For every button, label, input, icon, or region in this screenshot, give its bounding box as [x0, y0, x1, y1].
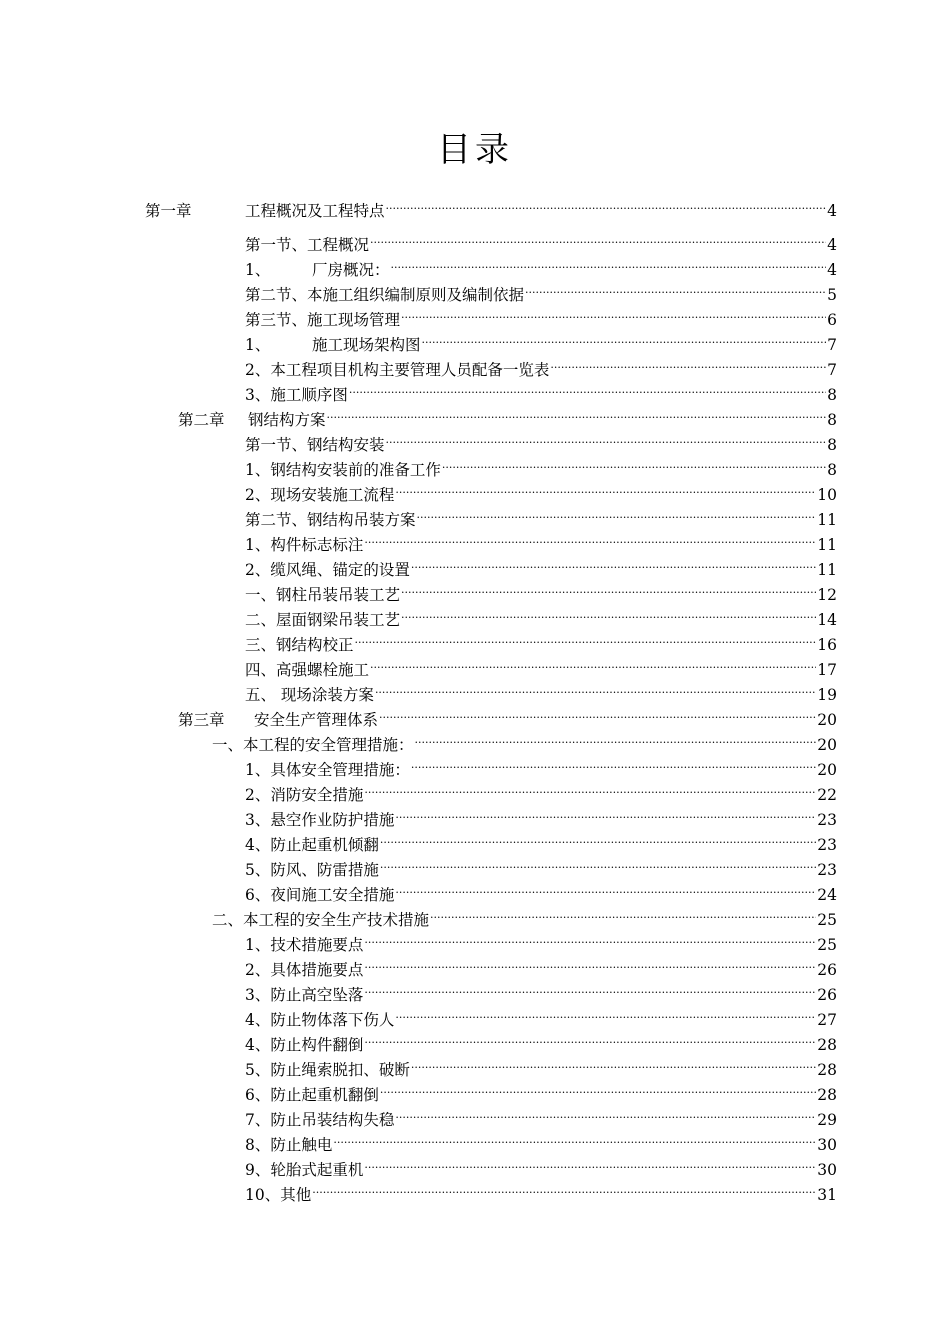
entry-text: 第二节、钢结构吊装方案	[245, 511, 416, 529]
entry-text: 9、轮胎式起重机	[245, 1161, 364, 1179]
dot-leader	[430, 901, 816, 925]
toc-entry[interactable]	[245, 951, 837, 979]
toc-entry[interactable]	[245, 1001, 837, 1029]
toc-entry[interactable]	[245, 776, 837, 804]
chapter-number: 第三章	[178, 711, 225, 729]
page-number: 23	[817, 861, 837, 879]
toc-entry[interactable]	[245, 1126, 837, 1154]
dot-leader	[355, 626, 817, 650]
page-number: 14	[817, 611, 837, 629]
toc-entry-chapter[interactable]	[145, 192, 837, 220]
page-number: 20	[817, 736, 837, 754]
entry-text: 一、钢柱吊装吊装工艺	[245, 586, 401, 604]
dot-leader	[380, 1076, 816, 1100]
toc-entry[interactable]	[245, 451, 837, 479]
dot-leader	[395, 1001, 816, 1025]
entry-text: 10、其他	[245, 1186, 312, 1204]
entry-text: 钢结构方案	[248, 411, 326, 429]
dot-leader	[380, 826, 816, 850]
toc-entry[interactable]	[245, 1101, 837, 1129]
page-number: 29	[817, 1111, 837, 1129]
toc-entry[interactable]	[245, 876, 837, 904]
entry-text: 6、防止起重机翻倒	[245, 1086, 379, 1104]
page-number: 24	[817, 886, 837, 904]
page-number: 20	[817, 711, 837, 729]
entry-prefix: 1、	[245, 261, 271, 279]
page-number: 28	[817, 1061, 837, 1079]
toc-entry[interactable]	[245, 626, 837, 654]
dot-leader	[422, 326, 827, 350]
entry-text: 1、钢结构安装前的准备工作	[245, 461, 441, 479]
dot-leader	[411, 751, 816, 775]
page-number: 7	[827, 361, 837, 379]
toc-entry[interactable]	[245, 576, 837, 604]
entry-text: 4、防止物体落下伤人	[245, 1011, 395, 1029]
toc-entry[interactable]	[245, 251, 837, 279]
dot-leader	[364, 951, 816, 975]
dot-leader	[370, 651, 816, 675]
entry-text: 3、施工顺序图	[245, 386, 348, 404]
dot-leader	[386, 426, 827, 450]
entry-text: 2、本工程项目机构主要管理人员配备一览表	[245, 361, 550, 379]
toc-entry[interactable]	[245, 351, 837, 379]
toc-entry[interactable]	[245, 276, 837, 304]
page-number: 16	[817, 636, 837, 654]
toc-entry[interactable]	[212, 726, 837, 754]
dot-leader	[379, 701, 816, 725]
entry-text: 第一节、工程概况	[245, 236, 370, 254]
dot-leader	[312, 1176, 816, 1200]
toc-entry[interactable]	[245, 1026, 837, 1054]
toc-entry-chapter[interactable]	[178, 701, 837, 729]
toc-entry[interactable]	[245, 976, 837, 1004]
entry-text: 1、具体安全管理措施：	[245, 761, 410, 779]
entry-text: 二、本工程的安全生产技术措施	[212, 911, 430, 929]
entry-text: 2、消防安全措施	[245, 786, 364, 804]
page-number: 17	[817, 661, 837, 679]
toc-entry[interactable]	[245, 826, 837, 854]
page-number: 5	[827, 286, 837, 304]
toc-entry[interactable]	[245, 551, 837, 579]
entry-text: 4、防止起重机倾翻	[245, 836, 379, 854]
dot-leader	[327, 401, 827, 425]
dot-leader	[364, 776, 816, 800]
dot-leader	[395, 876, 816, 900]
page-number: 20	[817, 761, 837, 779]
toc-entry[interactable]	[245, 851, 837, 879]
toc-entry[interactable]	[245, 501, 837, 529]
entry-text: 三、钢结构校正	[245, 636, 354, 654]
entry-text: 5、防风、防雷措施	[245, 861, 379, 879]
dot-leader	[364, 976, 816, 1000]
page-number: 12	[817, 586, 837, 604]
dot-leader	[349, 376, 826, 400]
dot-leader	[550, 351, 826, 375]
page-number: 23	[817, 836, 837, 854]
page-number: 6	[827, 311, 837, 329]
toc-entry[interactable]	[245, 476, 837, 504]
toc-entry[interactable]	[245, 376, 837, 404]
entry-text: 1、技术措施要点	[245, 936, 364, 954]
entry-text: 四、高强螺栓施工	[245, 661, 370, 679]
entry-text: 3、防止高空坠落	[245, 986, 364, 1004]
entry-text: 二、屋面钢梁吊装工艺	[245, 611, 401, 629]
dot-leader	[364, 1026, 816, 1050]
toc-entry-chapter[interactable]	[178, 401, 837, 429]
page-number: 26	[817, 961, 837, 979]
chapter-number: 第一章	[145, 202, 192, 220]
dot-leader	[364, 926, 816, 950]
dot-leader	[442, 451, 826, 475]
entry-text: 厂房概况：	[312, 261, 390, 279]
dot-leader	[401, 601, 816, 625]
toc-title: 目录	[437, 130, 513, 170]
dot-leader	[525, 276, 826, 300]
dot-leader	[333, 1126, 816, 1150]
entry-text: 6、夜间施工安全措施	[245, 886, 395, 904]
dot-leader	[391, 251, 827, 275]
page-number: 31	[817, 1186, 837, 1204]
dot-leader	[401, 576, 816, 600]
page-number: 8	[827, 436, 837, 454]
toc-entry[interactable]	[245, 1051, 837, 1079]
entry-text: 一、本工程的安全管理措施：	[212, 736, 414, 754]
page-number: 19	[817, 686, 837, 704]
dot-leader	[370, 226, 826, 250]
entry-text: 5、防止绳索脱扣、破断	[245, 1061, 410, 1079]
entry-text: 五、 现场涂装方案	[245, 686, 374, 704]
page-number: 26	[817, 986, 837, 1004]
page-number: 30	[817, 1136, 837, 1154]
toc-entry[interactable]	[245, 226, 837, 254]
toc-entry[interactable]	[245, 651, 837, 679]
toc-entry[interactable]	[245, 801, 837, 829]
toc-entry[interactable]	[245, 1176, 837, 1204]
page-number: 25	[817, 911, 837, 929]
toc-entry[interactable]	[245, 926, 837, 954]
dot-leader	[411, 1051, 816, 1075]
entry-text: 4、防止构件翻倒	[245, 1036, 364, 1054]
page-number: 23	[817, 811, 837, 829]
toc-entry[interactable]	[212, 901, 837, 929]
toc-entry[interactable]	[245, 601, 837, 629]
page-number: 25	[817, 936, 837, 954]
toc-entry[interactable]	[245, 1151, 837, 1179]
entry-text: 工程概况及工程特点	[245, 202, 385, 220]
toc-entry[interactable]	[245, 1076, 837, 1104]
dot-leader	[395, 476, 816, 500]
chapter-number: 第二章	[178, 411, 225, 429]
dot-leader	[395, 801, 816, 825]
page-number: 22	[817, 786, 837, 804]
page-number: 27	[817, 1011, 837, 1029]
dot-leader	[401, 301, 826, 325]
entry-text: 第二节、本施工组织编制原则及编制依据	[245, 286, 525, 304]
dot-leader	[375, 676, 816, 700]
page-number: 28	[817, 1086, 837, 1104]
entry-text: 1、构件标志标注	[245, 536, 364, 554]
entry-text: 第三节、施工现场管理	[245, 311, 401, 329]
entry-prefix: 1、	[245, 336, 271, 354]
dot-leader	[364, 1151, 816, 1175]
page-number: 11	[817, 561, 837, 579]
toc-entry[interactable]	[245, 301, 837, 329]
page-number: 11	[817, 511, 837, 529]
dot-leader	[395, 1101, 816, 1125]
dot-leader	[364, 526, 816, 550]
page-number: 8	[827, 411, 837, 429]
entry-text: 3、悬空作业防护措施	[245, 811, 395, 829]
dot-leader	[415, 726, 817, 750]
entry-text: 第一节、钢结构安装	[245, 436, 385, 454]
toc-entry[interactable]	[245, 526, 837, 554]
entry-text: 2、具体措施要点	[245, 961, 364, 979]
page-number: 10	[817, 486, 837, 504]
page-number: 11	[817, 536, 837, 554]
toc-entry[interactable]	[245, 326, 837, 354]
page-number: 28	[817, 1036, 837, 1054]
entry-text: 施工现场架构图	[312, 336, 421, 354]
entry-text: 7、防止吊装结构失稳	[245, 1111, 395, 1129]
dot-leader	[411, 551, 816, 575]
dot-leader	[386, 192, 827, 216]
entry-text: 安全生产管理体系	[254, 711, 379, 729]
page-number: 4	[827, 202, 837, 220]
page-number: 4	[827, 236, 837, 254]
dot-leader	[380, 851, 816, 875]
toc-entry[interactable]	[245, 426, 837, 454]
toc-entry[interactable]	[245, 751, 837, 779]
page-number: 8	[827, 461, 837, 479]
page-number: 30	[817, 1161, 837, 1179]
entry-text: 2、现场安装施工流程	[245, 486, 395, 504]
page-number: 7	[827, 336, 837, 354]
entry-text: 8、防止触电	[245, 1136, 333, 1154]
page-number: 4	[827, 261, 837, 279]
page-number: 8	[827, 386, 837, 404]
toc-entry[interactable]	[245, 676, 837, 704]
entry-text: 2、缆风绳、锚定的设置	[245, 561, 410, 579]
dot-leader	[417, 501, 817, 525]
